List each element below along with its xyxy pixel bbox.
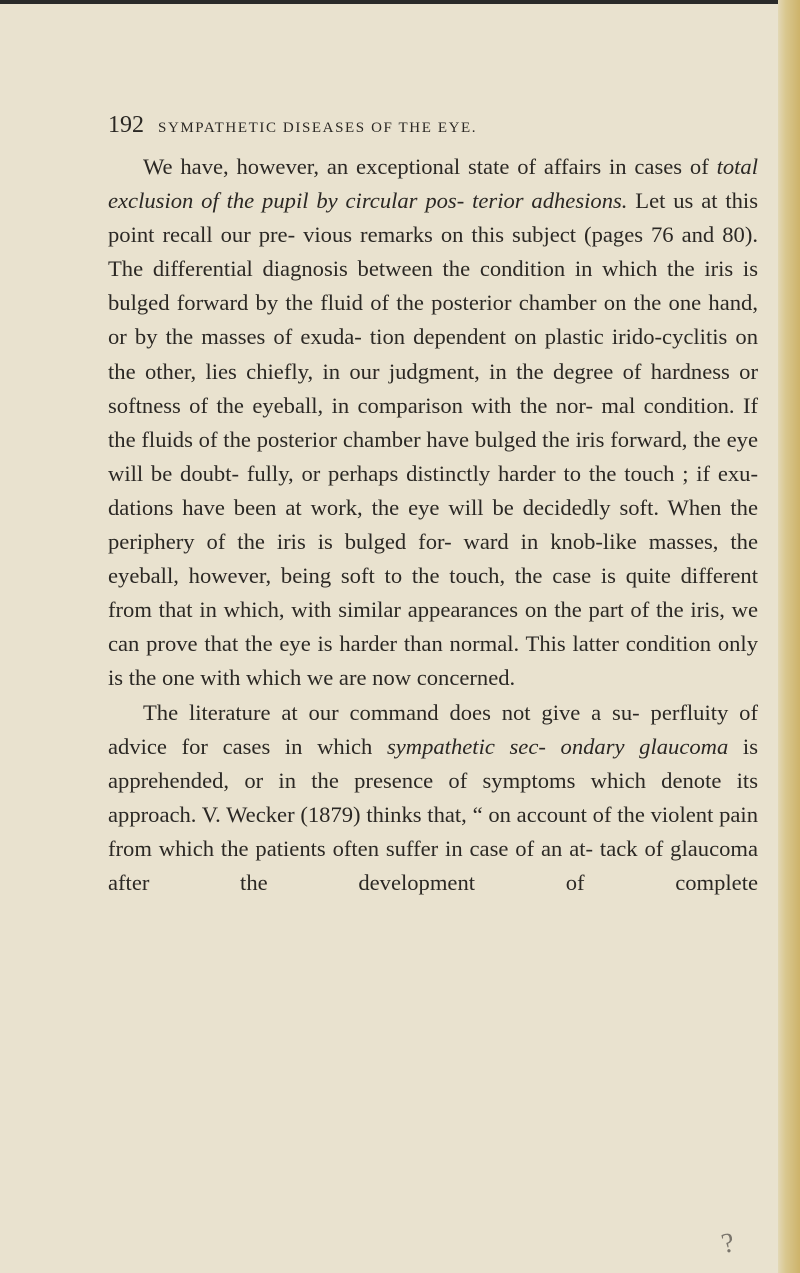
paragraph-2-text-1: The literature at our command does not give a su- perfluity of advice for cases in which (108, 699, 758, 759)
book-page (108, 112, 758, 900)
paragraph-2-emphasis: sympathetic sec- ondary glaucoma (386, 733, 729, 759)
paragraph-1 (108, 150, 758, 696)
paragraph-2 (108, 696, 758, 901)
body-text (108, 150, 758, 900)
running-head-title: SYMPATHETIC DISEASES OF THE EYE. (158, 120, 478, 136)
paragraph-1-text-1: We have, however, an exceptional state of affairs in cases of (143, 154, 717, 179)
paragraph-2-text-2: is apprehended, or in the presence of symptoms which denote its approach. V. Wecker (1879) thinks that, “ on account of the violent pain from which the patients often suffer in case of an at- tack of glaucoma after the development of complete (108, 733, 758, 895)
top-border (0, 0, 780, 4)
paragraph-1-emphasis: total exclusion of the pupil by circular pos- terior adhesions. (108, 154, 758, 214)
page-edge (778, 0, 800, 1273)
paragraph-1-text-2: Let us at this point recall our pre- vious remarks on this subject (pages 76 and 80). The differential diagnosis between the condition in which the iris is bulged forward by the fluid of the posterior chamber on the one hand, or by the masses of exuda- tion dependent on plastic irido-cyclitis on the other, lies chiefly, in our judgment, in the degree of hardness or softness of the eyeball, in comparison with the nor- mal condition. If the fluids of the posterior chamber have bulged the iris forward, the eye will be doubt- fully, or perhaps distinctly harder to the touch ; if exu- dations have been at work, the eye will be decidedly soft. When the periphery of the iris is bulged for- ward in knob-like masses, the eyeball, however, being soft to the touch, the case is quite different from that in which, with similar appearances on the part of the iris, we can prove that the eye is harder than normal. This latter condition only is the one with which we are now concerned. (108, 188, 758, 691)
pencil-mark: ? (718, 1227, 738, 1260)
page-number: 192 (108, 112, 144, 138)
running-head (108, 112, 758, 142)
